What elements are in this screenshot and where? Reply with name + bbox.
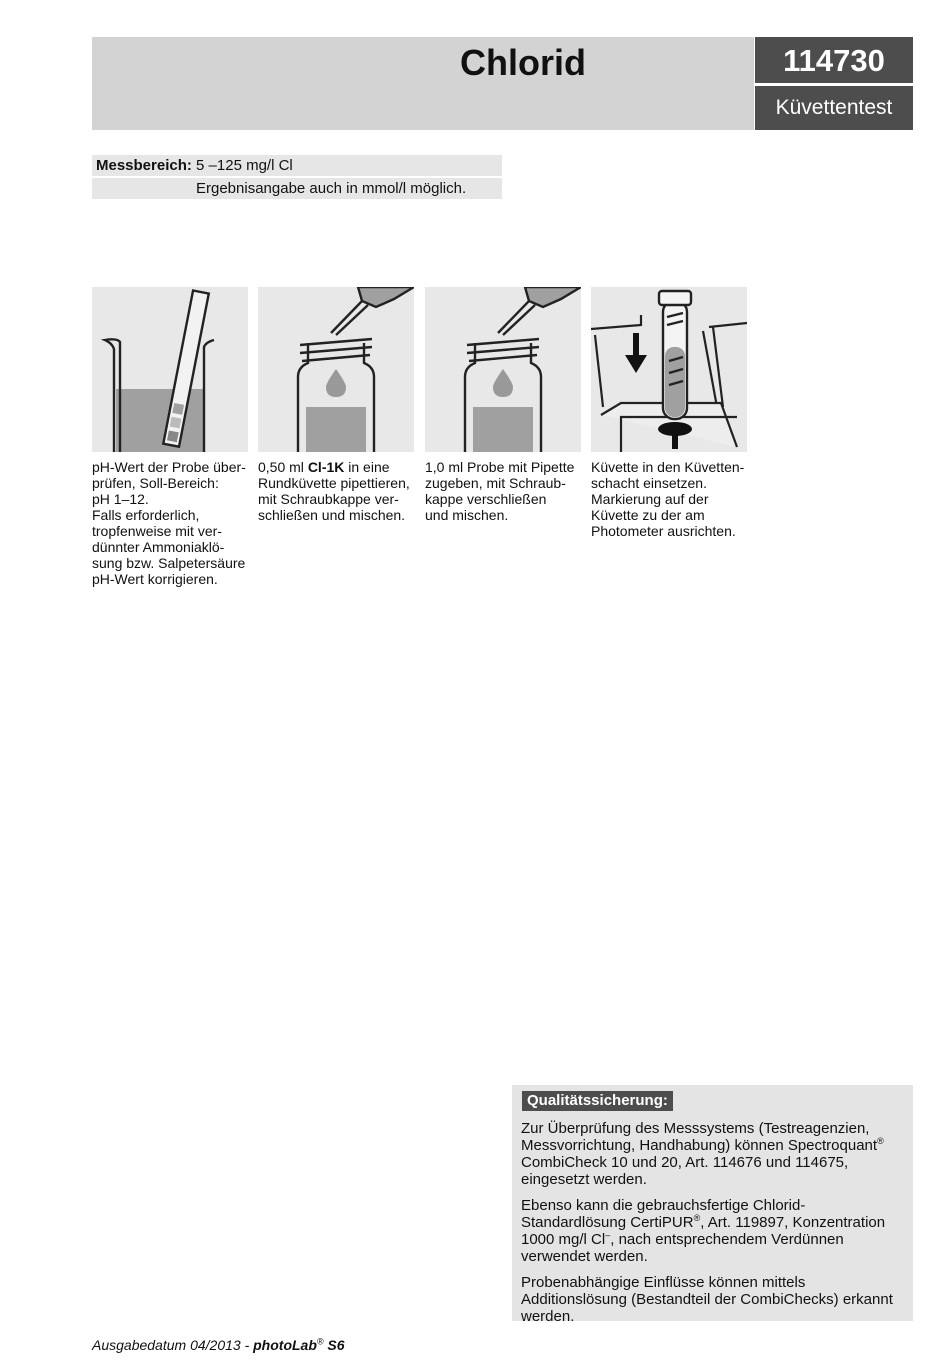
step-3-pipette-illustration xyxy=(425,287,581,452)
step-2-text-b: in eine Rundküvette pipettieren, mit Schraubkappe ver- schließen und mischen. xyxy=(258,459,410,523)
quality-assurance-title: Qualitätssicherung: xyxy=(522,1091,673,1111)
measuring-range-label: Messbereich: xyxy=(96,157,192,174)
qa-p2-a: Ebenso kann die gebrauchsfertige Chlorid-Standardlösung CertiPUR xyxy=(521,1197,806,1231)
page-title: Chlorid xyxy=(460,42,586,83)
measuring-range xyxy=(92,155,502,176)
step-2-text-a: 0,50 ml xyxy=(258,459,308,475)
measuring-range-value: 5 –125 mg/l Cl xyxy=(196,157,293,174)
step-4-photometer-illustration xyxy=(591,287,747,452)
qa-p1-b: CombiCheck 10 und 20, Art. 114676 und 114675, eingesetzt werden. xyxy=(521,1154,849,1188)
step-2-pipette-illustration xyxy=(258,287,414,452)
qa-paragraph-1 xyxy=(521,1120,906,1188)
quality-assurance-text xyxy=(521,1120,906,1334)
footer-date: Ausgabedatum 04/2013 - xyxy=(92,1337,254,1353)
quality-assurance-box xyxy=(512,1085,913,1325)
footer-model: S6 xyxy=(323,1337,345,1353)
qa-p2-c: , nach entsprechendem Verdünnen verwendet werden. xyxy=(521,1231,844,1265)
qa-p2-b: , Art. 119897, Konzentration 1000 mg/l Cl xyxy=(521,1214,886,1248)
footer xyxy=(92,1337,345,1353)
step-2-text xyxy=(258,459,418,523)
step-1-text xyxy=(92,459,252,587)
step-4-instruction: Küvette in den Küvetten- schacht einsetzen. Markierung auf der Küvette zu der am Photometer ausrichten. xyxy=(591,459,745,539)
footer-reg: ® xyxy=(316,1336,324,1347)
measuring-range-note-text: Ergebnisangabe auch in mmol/l möglich. xyxy=(196,180,467,197)
step-1-beaker-illustration xyxy=(92,287,248,452)
qa-p1-a: Zur Überprüfung des Messsystems (Testreagenzien, Messvorrichtung, Handhabung) können Spectroquant xyxy=(521,1120,878,1154)
step-2-reagent: Cl-1K xyxy=(307,459,345,475)
step-3-text xyxy=(425,459,585,523)
article-number: 114730 xyxy=(755,37,913,83)
measuring-range-note xyxy=(92,178,502,199)
step-1-instruction: pH-Wert der Probe über- prüfen, Soll-Bereich: pH 1–12. Falls erforderlich, tropfenweise mit ver- dünnter Ammoniaklö- sung bzw. Salpetersäure pH-Wert korrigieren. xyxy=(92,459,246,587)
qa-paragraph-3: Probenabhängige Einflüsse können mittels Additionslösung (Bestandteil der CombiChecks) erkannt werden. xyxy=(521,1274,893,1325)
step-4-text xyxy=(591,459,751,539)
qa-p2-sup: – xyxy=(605,1230,611,1240)
step-3-instruction: 1,0 ml Probe mit Pipette zugeben, mit Schraub- kappe verschließen und mischen. xyxy=(425,459,575,523)
step-2-instruction xyxy=(258,459,418,523)
qa-paragraph-2 xyxy=(521,1197,906,1265)
footer-product: photoLab xyxy=(253,1337,317,1353)
qa-p1-reg: ® xyxy=(877,1136,884,1146)
test-type-label: Küvettentest xyxy=(755,86,913,130)
qa-p2-reg: ® xyxy=(693,1213,701,1223)
